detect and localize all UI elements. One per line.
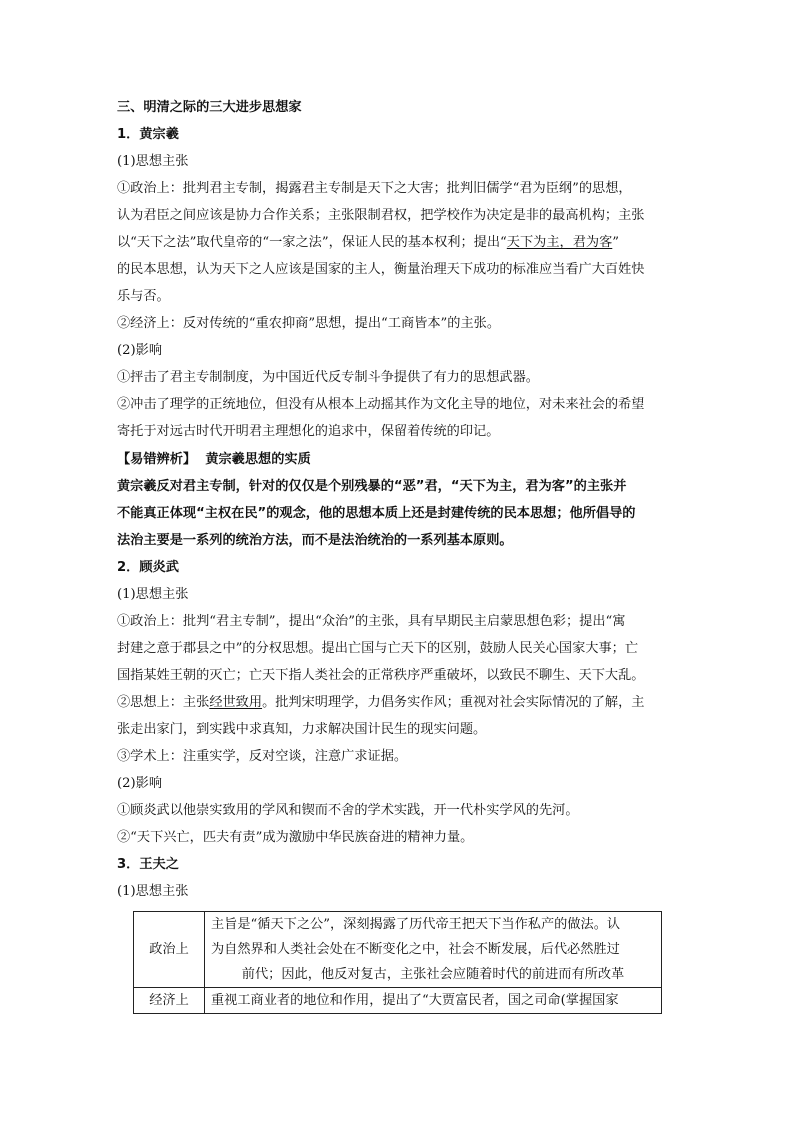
table-content-economy: 重视工商业者的地位和作用，提出了“大贾富民者，国之司命(掌握国家	[205, 988, 662, 1014]
note-line-3: 法治主要是一系列的统治方法，而不是法治统治的一系列基本原则。	[117, 533, 513, 548]
huang-influence-1: ①抨击了君主专制制度，为中国近代反专制斗争提供了有力的思想武器。	[117, 370, 539, 385]
wang-ideas-heading: (1)思想主张	[117, 884, 189, 899]
table-row	[134, 988, 662, 1014]
gu-thought-line-2: 张走出家门，到实践中求真知，力求解决国计民生的现实问题。	[117, 722, 487, 737]
huang-politics-line-4: 的民本思想，认为天下之人应该是国家的主人，衡量治理天下成功的标准应当看广大百姓快	[117, 262, 645, 277]
table-content-politics: 主旨是“循天下之公”，深刻揭露了历代帝王把天下当作私产的做法。认 为自然界和人类社会处在不断变化之中，社会不断发展，后代必然胜过 前代；因此，他反对复古，主张社会应随着时代的前进而有所改革	[205, 912, 662, 988]
gu-key-phrase: 经世致用	[209, 695, 263, 710]
gu-influence-heading: (2)影响	[117, 776, 163, 791]
note-title: 黄宗羲思想的实质	[205, 452, 311, 467]
wang-ideas-table	[133, 911, 662, 1014]
table-label-politics: 政治上	[134, 912, 205, 988]
gu-title: 2．顾炎武	[117, 560, 179, 575]
huang-key-phrase: 天下为主，君为客	[506, 235, 613, 250]
gu-influence-2: ②“天下兴亡，匹夫有责”成为激励中华民族奋进的精神力量。	[117, 830, 474, 845]
wang-title: 3．王夫之	[117, 857, 179, 872]
table-label-economy: 经济上	[134, 988, 205, 1014]
huang-politics-line-1: ①政治上：批判君主专制，揭露君主专制是天下之大害；批判旧儒学“君为臣纲”的思想，	[117, 181, 632, 196]
note-line-1: 黄宗羲反对君主专制，针对的仅仅是个别残暴的“恶”君，“天下为主，君为客”的主张并	[117, 479, 627, 494]
note-tag: 【易错辨析】	[117, 452, 197, 467]
gu-academic: ③学术上：注重实学，反对空谈，注意广求证据。	[117, 749, 408, 764]
huang-influence-2-line-2: 寄托于对远古时代开明君主理想化的追求中，保留着传统的印记。	[117, 424, 500, 439]
huang-title: 1．黄宗羲	[117, 127, 179, 142]
huang-influence-2-line-1: ②冲击了理学的正统地位，但没有从根本上动摇其作为文化主导的地位，对未来社会的希望	[117, 397, 645, 412]
huang-influence-heading: (2)影响	[117, 343, 163, 358]
gu-politics-line-1: ①政治上：批判“君主专制”，提出“众治”的主张，具有早期民主启蒙思想色彩；提出“寓	[117, 614, 626, 629]
note-heading	[117, 451, 677, 469]
section-heading: 三、明清之际的三大进步思想家	[117, 100, 302, 115]
huang-politics-line-3: 以“天下之法”取代皇帝的“一家之法”，保证人民的基本权利；提出“天下为主，君为客”	[117, 235, 620, 250]
gu-politics-line-3: 国指某姓王朝的灭亡；亡天下指人类社会的正常秩序严重破坏，以致民不聊生、天下大乱。	[117, 668, 645, 683]
gu-thought-line-1: ②思想上：主张经世致用。批判宋明理学，力倡务实作风；重视对社会实际情况的了解，主	[117, 695, 645, 710]
gu-politics-line-2: 封建之意于郡县之中”的分权思想。提出亡国与亡天下的区别，鼓励人民关心国家大事；亡	[117, 641, 639, 656]
huang-ideas-heading: (1)思想主张	[117, 154, 189, 169]
huang-politics-line-2: 认为君臣之间应该是协力合作关系；主张限制君权，把学校作为决定是非的最高机构；主张	[117, 208, 645, 223]
huang-politics-line-5: 乐与否。	[117, 289, 170, 304]
gu-ideas-heading: (1)思想主张	[117, 587, 189, 602]
gu-influence-1: ①顾炎武以他崇实致用的学风和锲而不舍的学术实践，开一代朴实学风的先河。	[117, 803, 579, 818]
huang-economy: ②经济上：反对传统的“重农抑商”思想，提出“工商皆本”的主张。	[117, 316, 501, 331]
table-row	[134, 912, 662, 988]
note-line-2: 不能真正体现“主权在民”的观念，他的思想本质上还是封建传统的民本思想；他所倡导的	[117, 506, 636, 521]
